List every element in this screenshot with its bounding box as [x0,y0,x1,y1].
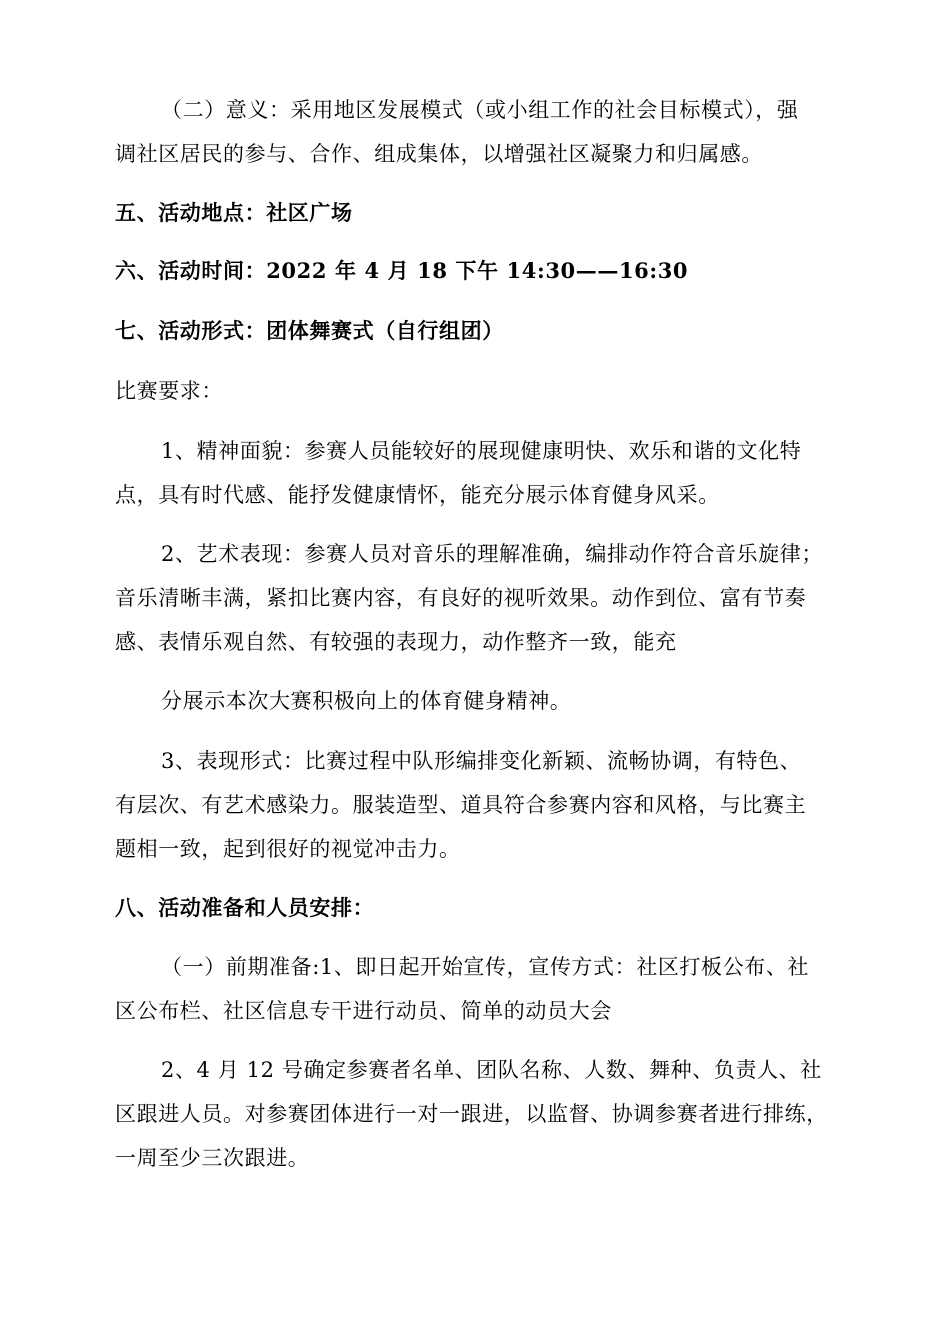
preparation-2-line-1: 2、4 月 12 号确定参赛者名单、团队名称、人数、舞种、负责人、社 [161,1058,822,1082]
requirement-3-line-3: 题相一致，起到很好的视觉冲击力。 [115,837,461,861]
significance-line-1: （二）意义：采用地区发展模式（或小组工作的社会目标模式），强 [161,98,799,122]
preparation-2-line-2: 区跟进人员。对参赛团体进行一对一跟进，以监督、协调参赛者进行排练， [115,1102,828,1126]
preparation-1-line-1: （一）前期准备:1、即日起开始宣传，宣传方式：社区打板公布、社 [161,955,810,979]
requirement-2-line-4: 分展示本次大赛积极向上的体育健身精神。 [161,689,572,713]
significance-line-2: 调社区居民的参与、合作、组成集体，以增强社区凝聚力和归属感。 [115,142,763,166]
requirement-2-line-3: 感、表情乐观自然、有较强的表现力，动作整齐一致，能充 [115,630,677,654]
preparation-2-line-3: 一周至少三次跟进。 [115,1146,310,1170]
requirements-heading: 比赛要求： [115,379,223,403]
preparation-1-line-2: 区公布栏、社区信息专干进行动员、简单的动员大会 [115,999,612,1023]
section-6-time: 六、活动时间：2022 年 4 月 18 下午 14:30——16:30 [115,258,689,283]
requirement-1-line-2: 点，具有时代感、能抒发健康情怀，能充分展示体育健身风采。 [115,483,720,507]
section-8-preparation: 八、活动准备和人员安排： [115,895,375,920]
requirement-3-line-1: 3、表现形式：比赛过程中队形编排变化新颖、流畅协调，有特色、 [161,749,802,773]
requirement-2-line-1: 2、艺术表现：参赛人员对音乐的理解准确，编排动作符合音乐旋律； [161,542,823,566]
section-7-format: 七、活动形式：团体舞赛式（自行组团） [115,318,504,343]
requirement-2-line-2: 音乐清晰丰满，紧扣比赛内容，有良好的视听效果。动作到位、富有节奏 [115,586,807,610]
requirement-1-line-1: 1、精神面貌：参赛人员能较好的展现健康明快、欢乐和谐的文化特 [161,439,802,463]
section-5-location: 五、活动地点：社区广场 [115,200,353,225]
requirement-3-line-2: 有层次、有艺术感染力。服装造型、道具符合参赛内容和风格，与比赛主 [115,793,807,817]
